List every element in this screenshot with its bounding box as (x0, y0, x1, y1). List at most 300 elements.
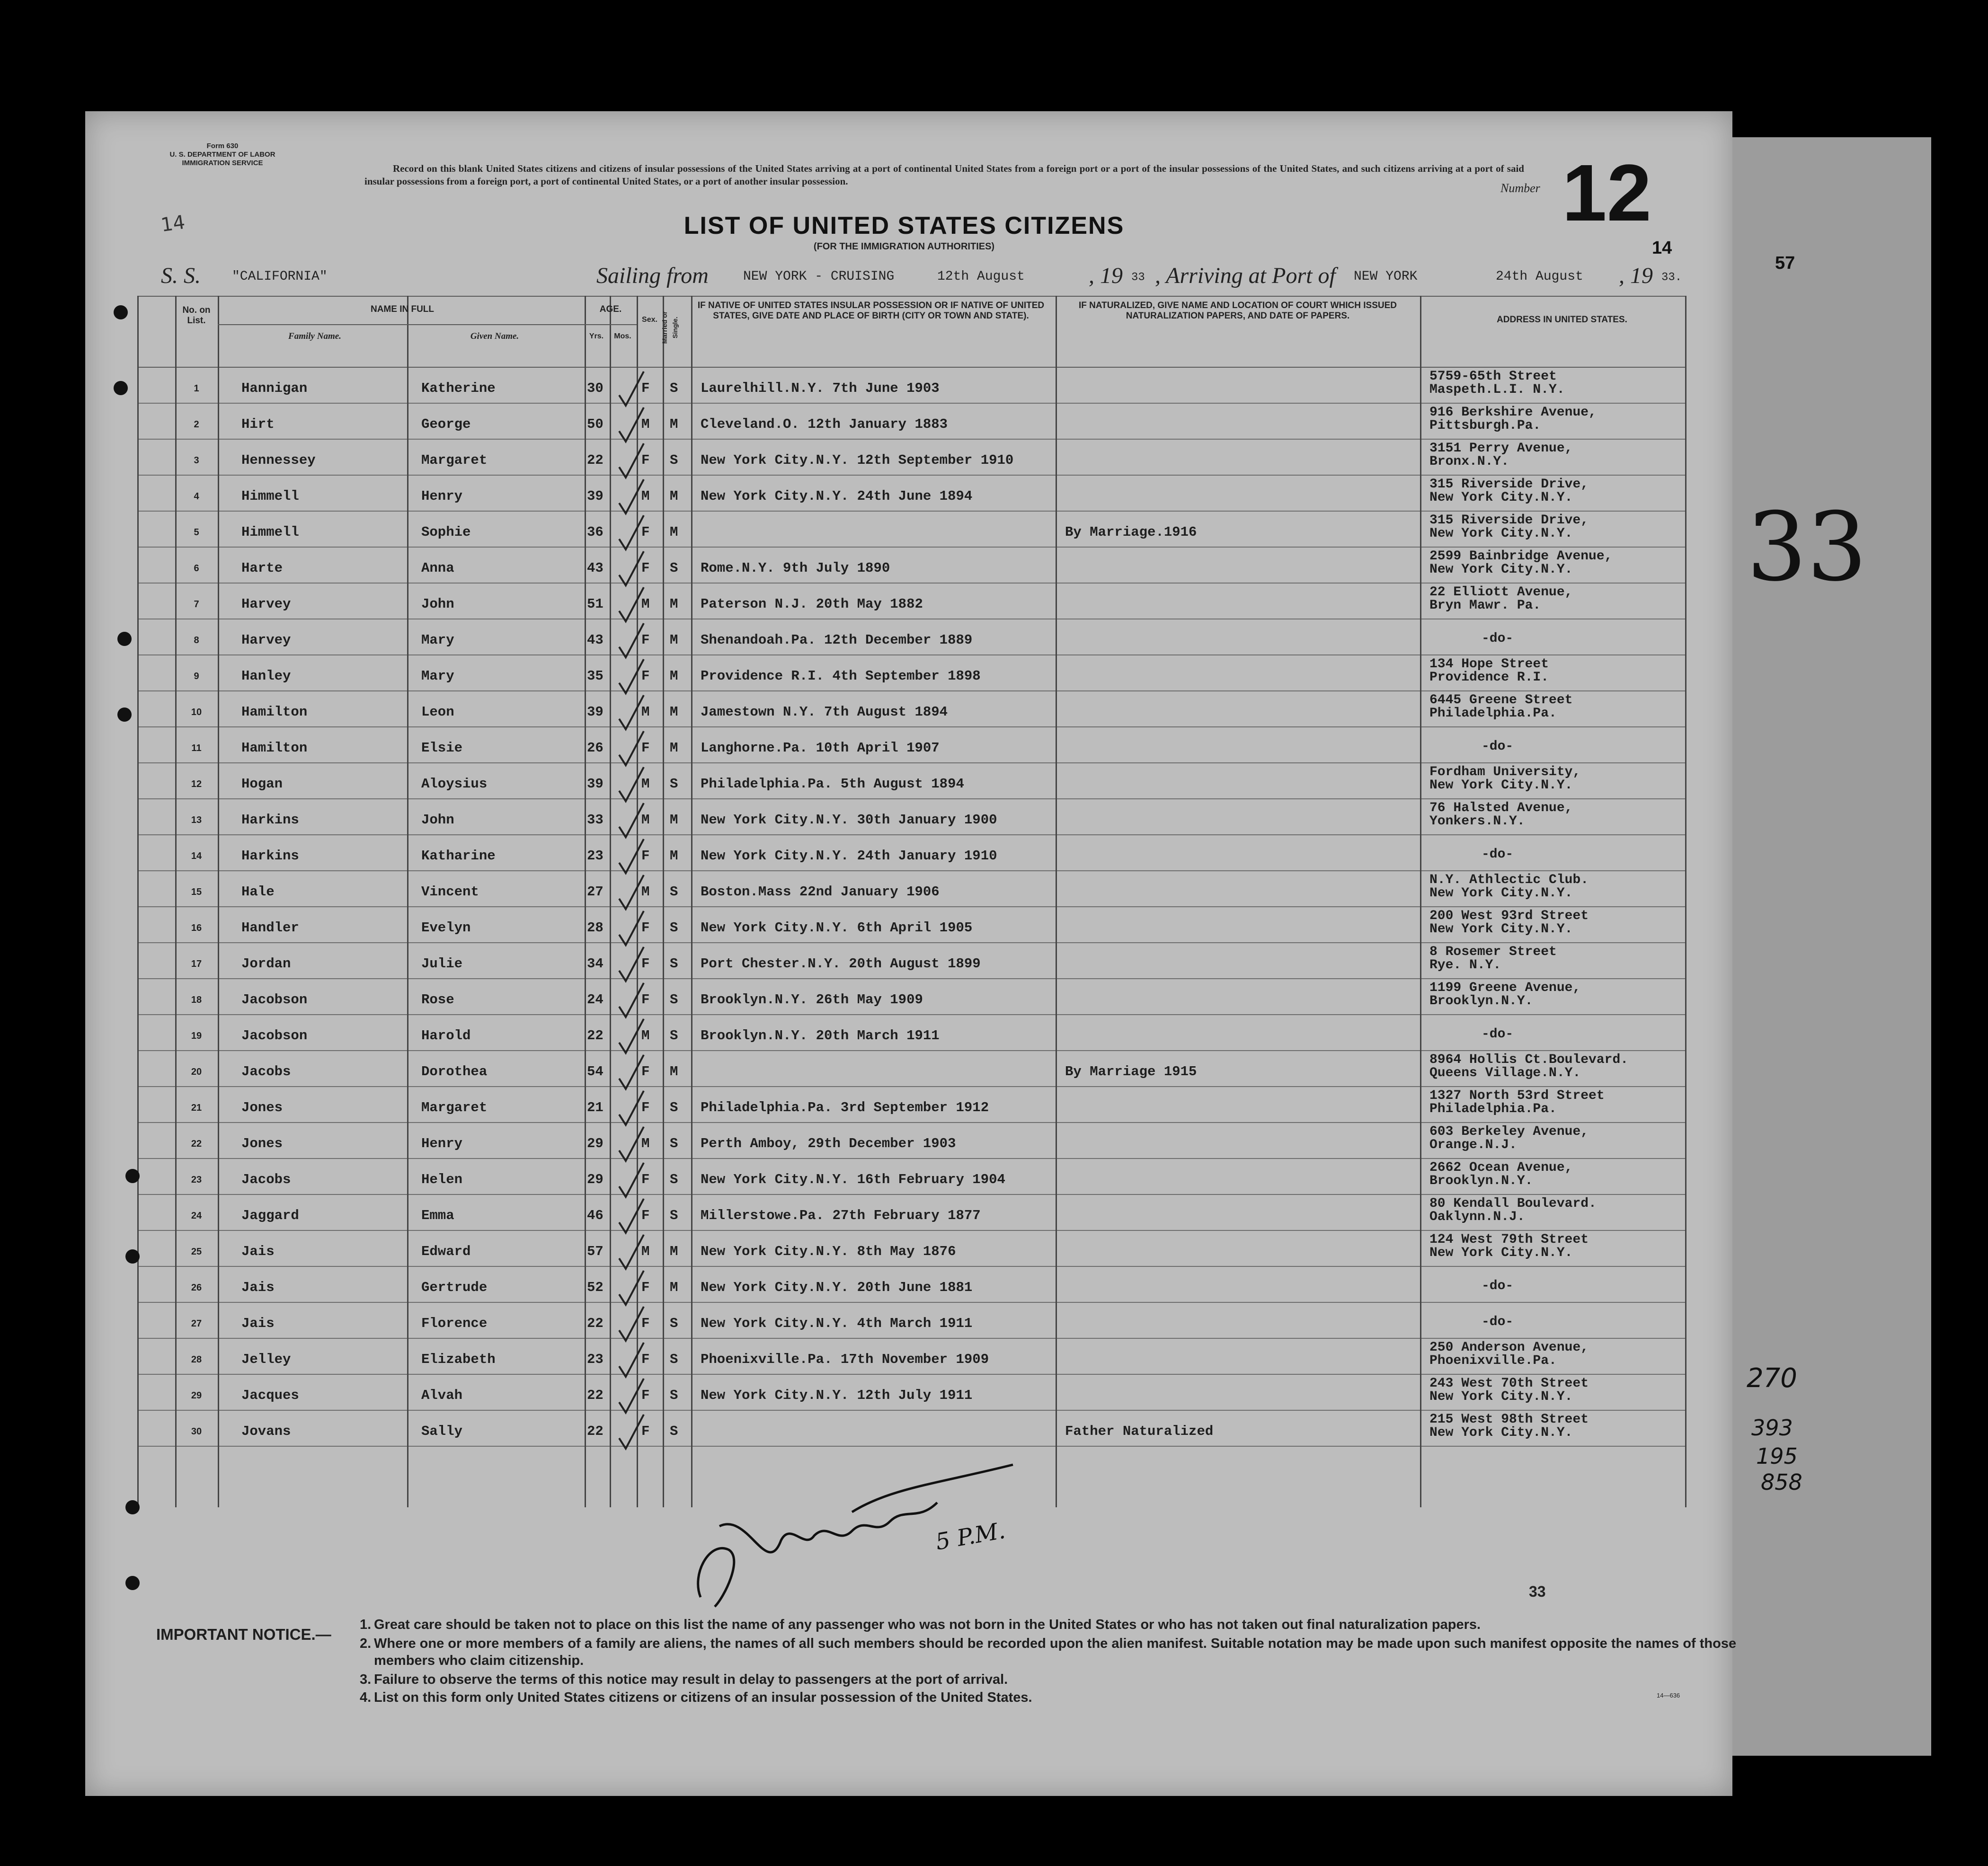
sailing-from: NEW YORK - CRUISING (743, 269, 895, 284)
given-name: Aloysius (421, 776, 488, 792)
marital-status: S (670, 1388, 678, 1403)
check-mark (619, 695, 644, 729)
family-name: Jacques (241, 1388, 299, 1403)
address-line-1: 200 West 93rd Street (1429, 909, 1589, 923)
check-mark (619, 479, 644, 513)
family-name: Jacobs (241, 1064, 291, 1079)
given-name: Henry (421, 1136, 463, 1151)
check-mark (619, 1199, 644, 1233)
sex: F (641, 956, 650, 972)
address-line-2: New York City.N.Y. (1429, 1425, 1573, 1440)
row-rule (137, 475, 1685, 476)
sex: F (641, 1280, 650, 1295)
sex: M (641, 812, 650, 828)
address-line-2: Phoenixville.Pa. (1429, 1353, 1557, 1368)
marital-status: M (670, 1064, 678, 1079)
marital-status: S (670, 1100, 678, 1115)
family-name: Hale (241, 884, 275, 900)
address-line-1: -do- (1482, 1027, 1514, 1042)
row-number: 12 (191, 779, 202, 789)
punch-hole (125, 1576, 140, 1590)
age-years: 43 (587, 560, 604, 576)
row-number: 25 (191, 1247, 202, 1257)
check-mark (619, 1235, 644, 1269)
address-line-2: New York City.N.Y. (1429, 922, 1573, 937)
check-mark (619, 803, 644, 837)
sex: M (641, 1244, 650, 1259)
check-mark (619, 983, 644, 1017)
page-title: LIST OF UNITED STATES CITIZENS (683, 212, 1125, 239)
row-rule (137, 1446, 1685, 1447)
header-sex: Sex. (642, 316, 657, 324)
column-rule (218, 296, 219, 1507)
age-years: 43 (587, 632, 604, 648)
marital-status: S (670, 1316, 678, 1331)
birth-info: Phoenixville.Pa. 17th November 1909 (701, 1352, 989, 1367)
given-name: Katherine (421, 380, 496, 396)
family-name: Jais (241, 1244, 275, 1259)
sailing-label: Sailing from (596, 263, 709, 288)
address-line-2: Orange.N.J. (1429, 1138, 1517, 1152)
family-name: Harte (241, 560, 283, 576)
row-number: 8 (194, 635, 199, 646)
check-mark (619, 587, 644, 621)
marital-status: S (670, 452, 678, 468)
marital-status: M (670, 848, 678, 864)
row-number: 4 (194, 491, 199, 502)
row-number: 17 (191, 959, 202, 969)
birth-info: Jamestown N.Y. 7th August 1894 (701, 704, 948, 720)
row-rule (137, 1338, 1685, 1339)
family-name: Jacobson (241, 1028, 308, 1044)
given-name: Harold (421, 1028, 471, 1044)
check-mark (619, 1379, 644, 1413)
row-rule (137, 1302, 1685, 1303)
row-number: 23 (191, 1175, 202, 1185)
passenger-table (137, 296, 1718, 1583)
notice-item-1: 1. Great care should be taken not to place on this list the name of any passenger who was not born in the United States or who has not taken out final naturalization papers. (360, 1617, 1481, 1632)
sex: M (641, 596, 650, 612)
row-rule (137, 942, 1685, 943)
marital-status: M (670, 416, 678, 432)
family-name: Hirt (241, 416, 275, 432)
header-address: ADDRESS IN UNITED STATES. (1497, 315, 1627, 325)
address-line-2: New York City.N.Y. (1429, 1246, 1573, 1260)
header-rule (137, 296, 1685, 297)
header-age: AGE. (599, 304, 622, 314)
age-years: 39 (587, 488, 604, 504)
address-line-1: 1199 Greene Avenue, (1429, 981, 1581, 995)
header-yrs: Yrs. (589, 332, 604, 340)
marital-status: M (670, 812, 678, 828)
sex: M (641, 488, 650, 504)
birth-info: New York City.N.Y. 16th February 1904 (701, 1172, 1005, 1187)
sex: F (641, 1064, 650, 1079)
family-name: Harvey (241, 596, 291, 612)
column-rule (137, 296, 139, 1507)
notice-item-2: 2. Where one or more members of a family are aliens, the names of all such members should be recorded upon the alien manifest. Suitable notation may be made upon such manifest opposite the names of those members who claim citizenship. (360, 1636, 1737, 1668)
given-name: Leon (421, 704, 454, 720)
address-line-2: Philadelphia.Pa. (1429, 706, 1557, 721)
header-naturalized: IF NATURALIZED, GIVE NAME AND LOCATION OF COURT WHICH ISSUED NATURALIZATION PAPERS, AND DATE OF PAPERS. (1078, 301, 1397, 321)
family-name: Hannigan (241, 380, 308, 396)
row-number: 21 (191, 1103, 202, 1113)
row-number: 11 (191, 743, 202, 753)
check-mark (619, 1127, 644, 1161)
given-name: Dorothea (421, 1064, 488, 1079)
family-name: Harvey (241, 632, 291, 648)
column-rule (1420, 296, 1421, 1507)
inspector-signature (672, 1455, 1051, 1626)
sex: F (641, 1208, 650, 1223)
family-name: Hanley (241, 668, 291, 684)
family-name: Himmell (241, 524, 299, 540)
age-years: 46 (587, 1208, 604, 1223)
check-mark (619, 947, 644, 981)
header-rule (137, 367, 1685, 368)
birth-info: Paterson N.J. 20th May 1882 (701, 596, 923, 612)
row-number: 26 (191, 1282, 202, 1293)
check-mark (619, 911, 644, 945)
age-years: 29 (587, 1136, 604, 1151)
sex: F (641, 524, 650, 540)
age-years: 27 (587, 884, 604, 900)
punch-hole (125, 1169, 140, 1183)
given-name: John (421, 812, 454, 828)
row-rule (137, 654, 1685, 655)
address-line-1: 80 Kendall Boulevard. (1429, 1196, 1597, 1211)
row-rule (137, 690, 1685, 691)
address-line-1: 315 Riverside Drive, (1429, 513, 1589, 528)
address-line-2: Rye. N.Y. (1429, 958, 1501, 973)
header-given-name: Given Name. (470, 331, 519, 341)
row-rule (137, 547, 1685, 548)
marital-status: S (670, 1352, 678, 1367)
age-years: 22 (587, 452, 604, 468)
given-name: Mary (421, 668, 454, 684)
check-mark (619, 407, 644, 442)
age-years: 36 (587, 524, 604, 540)
family-name: Hennessey (241, 452, 316, 468)
address-line-2: Bronx.N.Y. (1429, 454, 1509, 469)
row-rule (137, 511, 1685, 512)
birth-info: New York City.N.Y. 20th June 1881 (701, 1280, 973, 1295)
marital-status: M (670, 668, 678, 684)
given-name: Emma (421, 1208, 454, 1223)
age-years: 29 (587, 1172, 604, 1187)
marital-status: S (670, 1172, 678, 1187)
service-name: IMMIGRATION SERVICE (182, 159, 263, 167)
address-line-2: New York City.N.Y. (1429, 1389, 1573, 1404)
header-name-in-full: NAME IN FULL (370, 304, 435, 314)
form-header (161, 142, 284, 168)
header-mos: Mos. (614, 332, 631, 340)
address-line-1: 2662 Ocean Avenue, (1429, 1160, 1573, 1175)
family-name: Jordan (241, 956, 291, 972)
check-mark (619, 875, 644, 909)
family-name: Hogan (241, 776, 283, 792)
address-line-2: Bryn Mawr. Pa. (1429, 598, 1541, 613)
birth-info: Shenandoah.Pa. 12th December 1889 (701, 632, 973, 648)
sex: F (641, 1424, 650, 1439)
check-mark (619, 731, 644, 765)
birth-info: Cleveland.O. 12th January 1883 (701, 416, 948, 432)
age-years: 22 (587, 1028, 604, 1044)
address-line-2: Queens Village.N.Y. (1429, 1066, 1581, 1080)
family-name: Handler (241, 920, 299, 936)
side-annotation-195: 195 (1756, 1443, 1798, 1469)
address-line-2: Providence R.I. (1429, 670, 1549, 685)
given-name: Margaret (421, 452, 488, 468)
sex: F (641, 1100, 650, 1115)
address-line-1: 6445 Greene Street (1429, 693, 1573, 707)
row-rule (137, 1410, 1685, 1411)
row-number: 15 (191, 887, 202, 897)
punch-hole (125, 1500, 140, 1514)
arriving-date: 24th August (1496, 269, 1583, 284)
given-name: Rose (421, 992, 454, 1008)
age-years: 39 (587, 776, 604, 792)
given-name: Vincent (421, 884, 479, 900)
header-married-single: Married or Single. (661, 311, 679, 344)
instructions-text: Record on this blank United States citizens and citizens of insular possessions of the United States arriving at a port of continental United States from a foreign port or a port of the insular possessions of the United States, and such citizens arriving at a port of said insular possessions from a foreign port, a port of continental United States, or a port of another insular possession. (364, 163, 1524, 187)
row-rule (137, 1374, 1685, 1375)
address-line-1: 603 Berkeley Avenue, (1429, 1124, 1589, 1139)
address-line-2: New York City.N.Y. (1429, 778, 1573, 793)
family-name: Jais (241, 1316, 275, 1331)
family-name: Himmell (241, 488, 299, 504)
age-years: 54 (587, 1064, 604, 1079)
address-line-1: -do- (1482, 631, 1514, 646)
row-number: 2 (194, 419, 199, 430)
row-rule (137, 870, 1685, 871)
address-line-1: 250 Anderson Avenue, (1429, 1340, 1589, 1355)
row-rule (137, 1050, 1685, 1051)
birth-info: New York City.N.Y. 24th January 1910 (701, 848, 997, 864)
check-mark (619, 443, 644, 478)
birth-info: Langhorne.Pa. 10th April 1907 (701, 740, 940, 756)
number-label: Number (1500, 181, 1540, 195)
column-rule (1685, 296, 1686, 1507)
given-name: Henry (421, 488, 463, 504)
header-family-name: Family Name. (288, 331, 341, 341)
ss-label: S. S. (161, 263, 201, 288)
birth-info: New York City.N.Y. 4th March 1911 (701, 1316, 973, 1331)
address-line-1: N.Y. Athlectic Club. (1429, 873, 1589, 887)
check-mark (619, 1415, 644, 1449)
marital-status: S (670, 920, 678, 936)
age-years: 22 (587, 1316, 604, 1331)
subheader-rule (218, 324, 637, 325)
notice-item-4: 4. List on this form only United States citizens or citizens of an insular possession of the United States. (360, 1690, 1032, 1705)
row-number: 20 (191, 1067, 202, 1077)
address-line-2: New York City.N.Y. (1429, 886, 1573, 901)
sex: M (641, 704, 650, 720)
age-years: 39 (587, 704, 604, 720)
header-no-on-list: No. on List. (182, 305, 211, 326)
family-name: Hamilton (241, 740, 308, 756)
check-mark (619, 623, 644, 657)
address-line-2: Brooklyn.N.Y. (1429, 1174, 1533, 1188)
given-name: John (421, 596, 454, 612)
sex: F (641, 920, 650, 936)
birth-info: New York City.N.Y. 12th July 1911 (701, 1388, 973, 1403)
row-rule (137, 1230, 1685, 1231)
address-line-2: Oaklynn.N.J. (1429, 1210, 1525, 1224)
address-line-1: 243 West 70th Street (1429, 1376, 1589, 1391)
address-line-1: 916 Berkshire Avenue, (1429, 405, 1597, 420)
check-marks (563, 367, 705, 1597)
row-number: 29 (191, 1390, 202, 1401)
sailing-date: 12th August (937, 269, 1025, 284)
address-line-1: 215 West 98th Street (1429, 1412, 1589, 1427)
sex: F (641, 1172, 650, 1187)
row-rule (137, 1086, 1685, 1087)
row-rule (137, 583, 1685, 584)
birth-info: Philadelphia.Pa. 3rd September 1912 (701, 1100, 989, 1115)
birth-info: Boston.Mass 22nd January 1906 (701, 884, 940, 900)
family-name: Jacobson (241, 992, 308, 1008)
marital-status: S (670, 1028, 678, 1044)
family-name: Jovans (241, 1424, 291, 1439)
age-years: 57 (587, 1244, 604, 1259)
marital-status: S (670, 992, 678, 1008)
check-mark (619, 1307, 644, 1341)
birth-info: Brooklyn.N.Y. 20th March 1911 (701, 1028, 940, 1044)
page-subtitle: (FOR THE IMMIGRATION AUTHORITIES) (813, 241, 995, 252)
given-name: Evelyn (421, 920, 471, 936)
birth-info: Philadelphia.Pa. 5th August 1894 (701, 776, 964, 792)
given-name: Florence (421, 1316, 488, 1331)
marital-status: M (670, 488, 678, 504)
row-rule (137, 834, 1685, 835)
marital-status: M (670, 740, 678, 756)
address-line-1: 3151 Perry Avenue, (1429, 441, 1573, 456)
header-birth: IF NATIVE OF UNITED STATES INSULAR POSSESSION OR IF NATIVE OF UNITED STATES, GIVE DATE AND PLACE OF BIRTH (CITY OR TOWN AND STATE). (697, 301, 1045, 321)
marital-status: M (670, 632, 678, 648)
sex: F (641, 1388, 650, 1403)
punch-hole (117, 632, 132, 646)
check-mark (619, 1343, 644, 1377)
birth-info: New York City.N.Y. 30th January 1900 (701, 812, 997, 828)
marital-status: S (670, 1424, 678, 1439)
given-name: Elizabeth (421, 1352, 496, 1367)
age-years: 30 (587, 380, 604, 396)
row-rule (137, 906, 1685, 907)
sex: F (641, 380, 650, 396)
row-number: 6 (194, 563, 199, 574)
side-annotation-33: 33 (1747, 492, 1867, 602)
birth-info: New York City.N.Y. 6th April 1905 (701, 920, 973, 936)
corner-pencil-note: 14 (160, 211, 186, 237)
voyage-line (161, 263, 1682, 291)
back-sheet (1732, 137, 1931, 1756)
row-number: 16 (191, 923, 202, 933)
row-number: 10 (191, 707, 202, 717)
marital-status: M (670, 1244, 678, 1259)
department-name: U. S. DEPARTMENT OF LABOR (169, 150, 275, 159)
address-line-1: -do- (1482, 1315, 1514, 1329)
sex: M (641, 884, 650, 900)
family-name: Harkins (241, 812, 299, 828)
birth-info: New York City.N.Y. 12th September 1910 (701, 452, 1014, 468)
age-years: 23 (587, 1352, 604, 1367)
sex: F (641, 740, 650, 756)
address-line-1: 5759-65th Street (1429, 369, 1557, 384)
row-number: 24 (191, 1211, 202, 1221)
age-years: 22 (587, 1424, 604, 1439)
ship-name: "CALIFORNIA" (232, 269, 328, 284)
birth-info: New York City.N.Y. 8th May 1876 (701, 1244, 956, 1259)
address-line-2: New York City.N.Y. (1429, 490, 1573, 505)
family-name: Jones (241, 1136, 283, 1151)
given-name: Julie (421, 956, 463, 972)
birth-info: Millerstowe.Pa. 27th February 1877 (701, 1208, 981, 1223)
row-number: 19 (191, 1031, 202, 1041)
punch-hole (125, 1249, 140, 1264)
bottom-mark: 33 (1529, 1583, 1546, 1600)
given-name: George (421, 416, 471, 432)
naturalization-info: By Marriage 1915 (1065, 1064, 1197, 1079)
row-number: 22 (191, 1139, 202, 1149)
check-mark (619, 1163, 644, 1197)
row-number: 28 (191, 1354, 202, 1365)
given-name: Alvah (421, 1388, 463, 1403)
address-line-1: Fordham University, (1429, 765, 1581, 779)
birth-info: Rome.N.Y. 9th July 1890 (701, 560, 890, 576)
column-rule (1056, 296, 1057, 1507)
sex: F (641, 1352, 650, 1367)
marital-status: S (670, 380, 678, 396)
address-line-2: New York City.N.Y. (1429, 526, 1573, 541)
address-line-2: Pittsburgh.Pa. (1429, 418, 1541, 433)
row-number: 3 (194, 455, 199, 466)
check-mark (619, 371, 644, 406)
marital-status: S (670, 956, 678, 972)
age-years: 23 (587, 848, 604, 864)
arriving-label: , Arriving at Port of (1155, 263, 1336, 288)
side-annotation-393: 393 (1751, 1415, 1793, 1441)
notice-title: IMPORTANT NOTICE.— (156, 1626, 331, 1643)
address-line-1: 8964 Hollis Ct.Boulevard. (1429, 1052, 1629, 1067)
row-rule (137, 403, 1685, 404)
address-line-2: Maspeth.L.I. N.Y. (1429, 382, 1565, 397)
signature-time: 5 P.M. (933, 1517, 1007, 1556)
sex: F (641, 848, 650, 864)
address-line-1: 134 Hope Street (1429, 657, 1549, 672)
family-name: Jacobs (241, 1172, 291, 1187)
sailing-year: 33 (1131, 271, 1145, 284)
sex: M (641, 1136, 650, 1151)
address-line-1: 124 West 79th Street (1429, 1232, 1589, 1247)
address-line-2: Philadelphia.Pa. (1429, 1102, 1557, 1116)
row-rule (137, 1014, 1685, 1015)
column-rule (407, 296, 408, 1507)
punch-hole (117, 707, 132, 722)
list-number: 12 (1562, 148, 1652, 238)
marital-status: S (670, 560, 678, 576)
notice-item-3: 3. Failure to observe the terms of this notice may result in delay to passengers at the port of arrival. (360, 1672, 1008, 1687)
sex: F (641, 560, 650, 576)
sex: M (641, 416, 650, 432)
address-line-1: 315 Riverside Drive, (1429, 477, 1589, 492)
punch-hole (114, 381, 128, 395)
address-line-2: Brooklyn.N.Y. (1429, 994, 1533, 1008)
arriving-year: 33. (1661, 271, 1682, 284)
age-years: 26 (587, 740, 604, 756)
marital-status: M (670, 596, 678, 612)
side-annotation-270: 270 (1747, 1363, 1797, 1394)
